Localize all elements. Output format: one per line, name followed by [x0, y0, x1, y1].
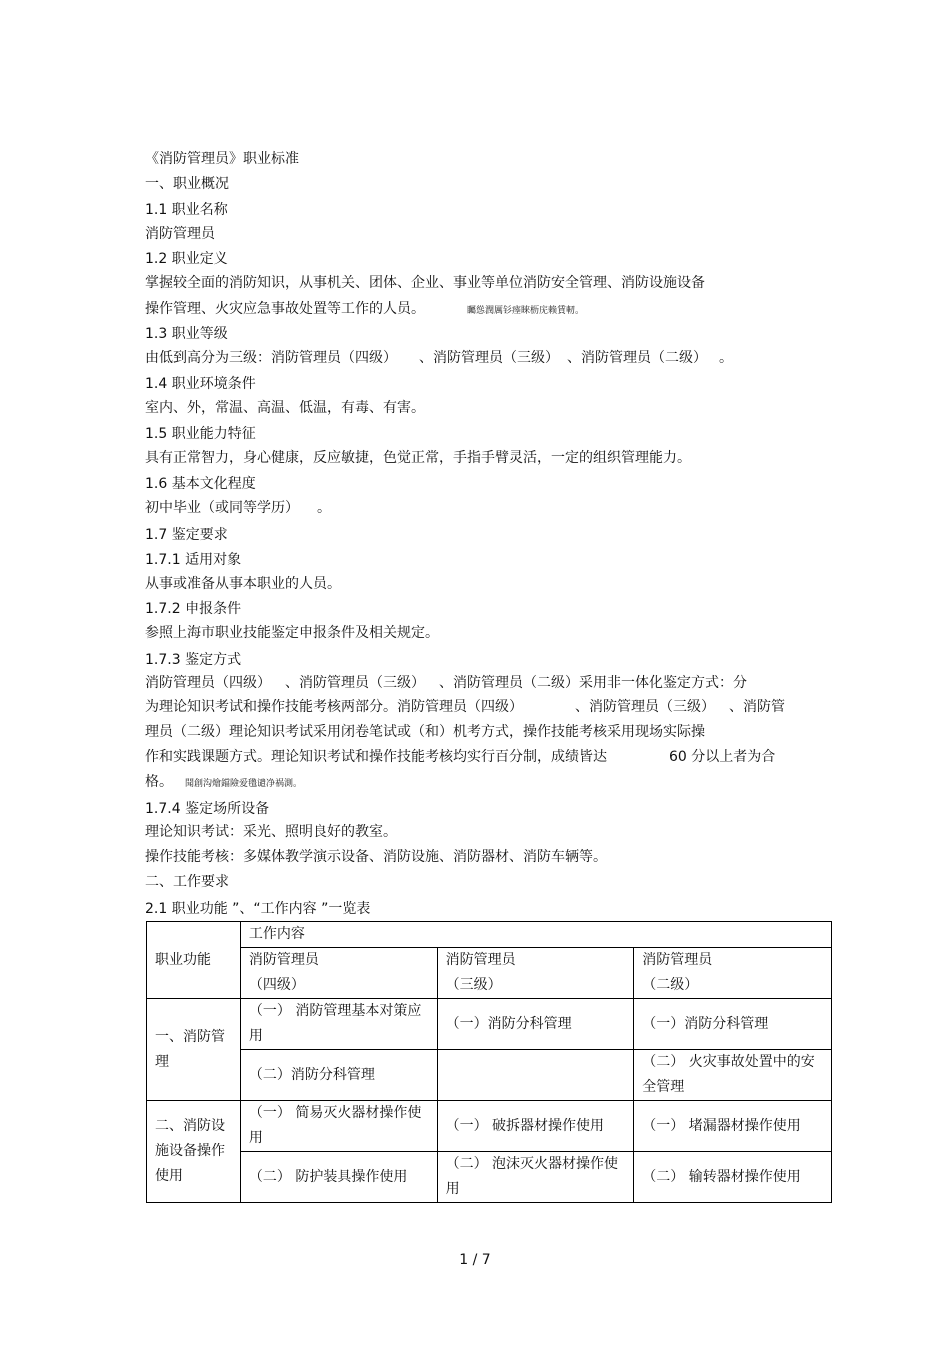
table-level-row	[147, 948, 832, 999]
level-header-3: 消防管理员 （三级）	[437, 948, 634, 999]
heading-1-5: 1.5 职业能力特征	[145, 426, 256, 442]
section-2-heading: 二、工作要求	[145, 874, 229, 890]
text-1-2-line2	[145, 300, 584, 320]
text-1-7-3-l5: 格。	[145, 774, 173, 790]
text-1-7-3-l2c: 、消防管	[729, 699, 785, 715]
content-cell: （二） 火灾事故处置中的安全管理	[634, 1050, 832, 1101]
content-cell: （一） 堵漏器材操作使用	[634, 1101, 832, 1152]
text-1-7-2: 参照上海市职业技能鉴定申报条件及相关规定。	[145, 625, 439, 641]
level-header-2: 消防管理员 （二级）	[634, 948, 832, 999]
text-1-7-3-line5	[145, 773, 302, 793]
content-cell: （二）消防分科管理	[240, 1050, 437, 1101]
text-1-2-line1: 掌握较全面的消防知识，从事机关、团体、企业、事业等单位消防安全管理、消防设施设备	[145, 275, 705, 291]
text-1-6-b: 。	[317, 500, 331, 516]
content-cell: （一）消防分科管理	[634, 999, 832, 1050]
table-row	[147, 999, 832, 1050]
section-1-heading: 一、职业概况	[145, 176, 229, 192]
header-function-cell: 职业功能	[147, 922, 241, 999]
text-1-6-a: 初中毕业（或同等学历）	[145, 500, 299, 516]
text-1-7-3-l4a: 作和实践课题方式。理论知识考试和操作技能考核均实行百分制，成绩皆达	[145, 749, 607, 765]
function-cell: 一、消防管理	[147, 999, 241, 1101]
content-cell: （一） 破拆器材操作使用	[437, 1101, 634, 1152]
text-1-7-4-line1: 理论知识考试：采光、照明良好的教室。	[145, 824, 397, 840]
content-cell: （二） 输转器材操作使用	[634, 1152, 832, 1203]
text-1-7-3-line2	[145, 698, 785, 716]
heading-1-1: 1.1 职业名称	[145, 202, 228, 218]
text-1-7-4-line2: 操作技能考核：多媒体教学演示设备、消防设施、消防器材、消防车辆等。	[145, 849, 607, 865]
text-1-7-3-l4b: 60 分以上者为合	[669, 749, 776, 765]
heading-1-4: 1.4 职业环境条件	[145, 376, 256, 392]
garbled-watermark-text: 矚慫潤厲钐瘗睞枥庑赖賃軔。	[467, 306, 585, 316]
text-1-7-3-l2a: 为理论知识考试和操作技能考核两部分。消防管理员（四级）	[145, 699, 523, 715]
header-content-cell: 工作内容	[240, 922, 831, 948]
heading-1-7-2: 1.7.2 申报条件	[145, 601, 242, 617]
heading-2-1: 2.1 职业功能 ”、“工作内容 ”一览表	[145, 901, 371, 917]
level-header-4: 消防管理员 （四级）	[240, 948, 437, 999]
text-1-3-b: 、消防管理员（三级）	[419, 350, 559, 366]
text-1-4: 室内、外，常温、高温、低温，有毒、有害。	[145, 400, 425, 416]
text-1-3-d: 。	[719, 350, 733, 366]
text-1-6	[145, 499, 331, 517]
text-1-7-3-l1a: 消防管理员（四级）	[145, 675, 271, 691]
heading-1-7: 1.7 鉴定要求	[145, 527, 228, 543]
function-cell: 二、消防设施设备操作使用	[147, 1101, 241, 1203]
table-row	[147, 1152, 832, 1203]
table-header-row	[147, 922, 832, 948]
heading-1-7-3: 1.7.3 鉴定方式	[145, 652, 242, 668]
text-1-7-3-line1	[145, 674, 747, 692]
text-1-3	[145, 349, 733, 367]
content-cell: （二） 泡沫灭火器材操作使用	[437, 1152, 634, 1203]
function-content-table	[146, 921, 832, 1203]
text-1-7-3-l1c: 、消防管理员（二级）采用非一体化鉴定方式：分	[439, 675, 747, 691]
text-1-2-line2-main: 操作管理、火灾应急事故处置等工作的人员。	[145, 301, 425, 317]
page-number: 1 / 7	[459, 1252, 491, 1268]
table-row	[147, 1101, 832, 1152]
content-cell: （一）消防分科管理	[437, 999, 634, 1050]
heading-1-7-4: 1.7.4 鉴定场所设备	[145, 801, 270, 817]
heading-1-2: 1.2 职业定义	[145, 251, 228, 267]
content-cell: （一） 简易灭火器材操作使用	[240, 1101, 437, 1152]
text-1-1: 消防管理员	[145, 226, 215, 242]
table-row	[147, 1050, 832, 1101]
content-cell	[437, 1050, 634, 1101]
content-cell: （一） 消防管理基本对策应用	[240, 999, 437, 1050]
text-1-7-3-l2b: 、消防管理员（三级）	[575, 699, 715, 715]
text-1-7-3-line4	[145, 748, 775, 766]
text-1-3-c: 、消防管理员（二级）	[567, 350, 707, 366]
heading-1-7-1: 1.7.1 适用对象	[145, 552, 242, 568]
document-title: 《消防管理员》职业标准	[145, 151, 299, 167]
heading-1-3: 1.3 职业等级	[145, 326, 228, 342]
heading-1-6: 1.6 基本文化程度	[145, 476, 256, 492]
text-1-3-a: 由低到高分为三级：消防管理员（四级）	[145, 350, 397, 366]
content-cell: （二） 防护装具操作使用	[240, 1152, 437, 1203]
text-1-7-1: 从事或准备从事本职业的人员。	[145, 576, 341, 592]
text-1-7-3-l1b: 、消防管理员（三级）	[285, 675, 425, 691]
text-1-7-3-line3: 理员（二级）理论知识考试采用闭卷笔试或（和）机考方式，操作技能考核采用现场实际操	[145, 724, 705, 740]
garbled-watermark-text-2: 聞創沟燴鐺險爱氇谴净祸測。	[185, 779, 303, 789]
text-1-5: 具有正常智力，身心健康，反应敏捷，色觉正常，手指手臂灵活，一定的组织管理能力。	[145, 450, 691, 466]
